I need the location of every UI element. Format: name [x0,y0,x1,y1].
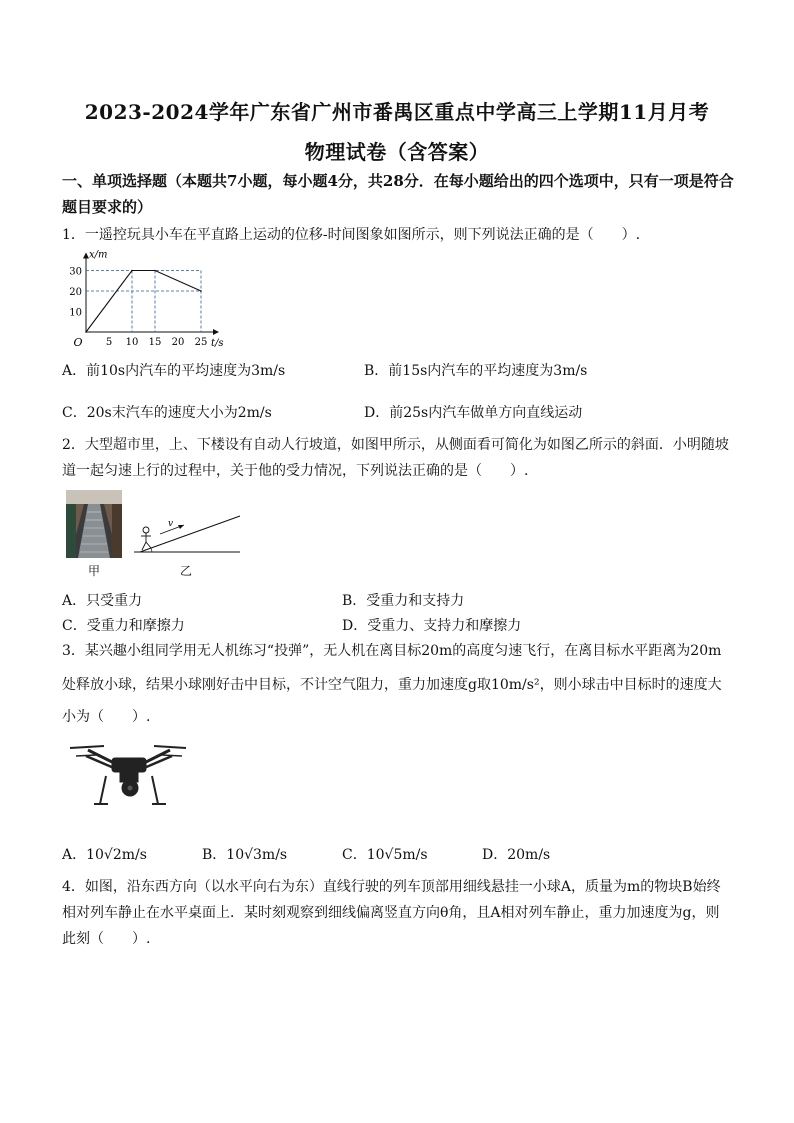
q3-option-b[interactable]: B．10√3m/s [202,847,288,863]
y-tick-label: 20 [69,287,82,298]
q2-option-b[interactable]: B．受重力和支持力 [342,593,465,609]
q1-option-b[interactable]: B．前15s内汽车的平均速度为3m/s [364,363,588,379]
series-line [86,271,201,333]
q1-option-a[interactable]: A．前10s内汽车的平均速度为3m/s [62,363,286,379]
y-tick-label: 10 [69,307,82,319]
x-axis-label: t/s [211,338,224,348]
data-point [131,270,133,272]
q3-option-d[interactable]: D．20m/s [482,847,551,863]
drone-photo [66,742,192,810]
position-time-chart [62,248,232,348]
data-point [85,331,87,333]
title-line-2: 物理试卷（含答案） [304,140,490,164]
title-line-1: 2023-2024学年广东省广州市番禺区重点中学高三上学期11月月考 [84,100,710,124]
origin-label: O [73,336,83,348]
x-tick-label: 5 [105,337,113,348]
velocity-label: v [168,519,174,529]
figure-label-jia: 甲 [88,564,101,578]
data-point [154,270,156,272]
x-tick-label: 25 [194,337,208,348]
section-heading: 一、单项选择题（本题共7小题，每小题4分，共28分．在每小题给出的四个选项中，只有一项是符合题目要求的） [62,172,734,216]
question-2-stem: 2．大型超市里，上、下楼设有自动人行坡道，如图甲所示，从侧面看可简化为如图乙所示的斜面．小明随坡道一起匀速上行的过程中，关于他的受力情况，下列说法正确的是（ ）. [62,437,729,479]
q1-option-c[interactable]: C．20s末汽车的速度大小为2m/s [62,405,272,421]
question-3-stem-line-1: 3．某兴趣小组同学用无人机练习“投弹”，无人机在离目标20m的高度匀速飞行，在离目标水平距离为20m [62,643,722,659]
y-tick-label: 30 [69,266,82,278]
q1-option-d[interactable]: D．前25s内汽车做单方向直线运动 [364,405,583,421]
question-4-stem-line-2: 相对列车静止在水平桌面上．某时刻观察到细线偏离竖直方向θ角，且A相对列车静止，重力加速度为g，则 [62,905,720,921]
data-point [200,290,202,292]
q3-option-a[interactable]: A．10√2m/s [62,847,147,863]
x-tick-label: 20 [171,337,185,348]
q3-option-c[interactable]: C．10√5m/s [342,847,428,863]
question-1-stem: 1．一遥控玩具小车在平直路上运动的位移-时间图象如图所示，则下列说法正确的是（ ）. [62,227,641,243]
question-4-stem-line-1: 4．如图，沿东西方向（以水平向右为东）直线行驶的列车顶部用细线悬挂一小球A，质量为m的物块B始终 [62,879,721,895]
q2-option-d[interactable]: D．受重力、支持力和摩擦力 [342,618,522,634]
x-tick-label: 15 [148,337,162,348]
escalator-photo [66,490,122,558]
incline-diagram [132,512,242,556]
x-axis-arrow-icon [213,329,219,335]
question-3-stem-line-2: 处释放小球，结果小球刚好击中目标，不计空气阻力，重力加速度g取10m/s²，则小球击中目标时的速度大 [62,677,722,693]
y-axis-label: x/m [89,249,108,261]
question-4-stem-line-3: 此刻（ ）. [62,931,151,947]
question-3-stem-line-3: 小为（ ）. [62,709,151,725]
q2-option-c[interactable]: C．受重力和摩擦力 [62,618,185,634]
x-tick-label: 10 [125,337,139,348]
q2-option-a[interactable]: A．只受重力 [62,593,143,609]
stick-figure-icon [141,527,151,550]
figure-label-yi: 乙 [180,564,193,578]
